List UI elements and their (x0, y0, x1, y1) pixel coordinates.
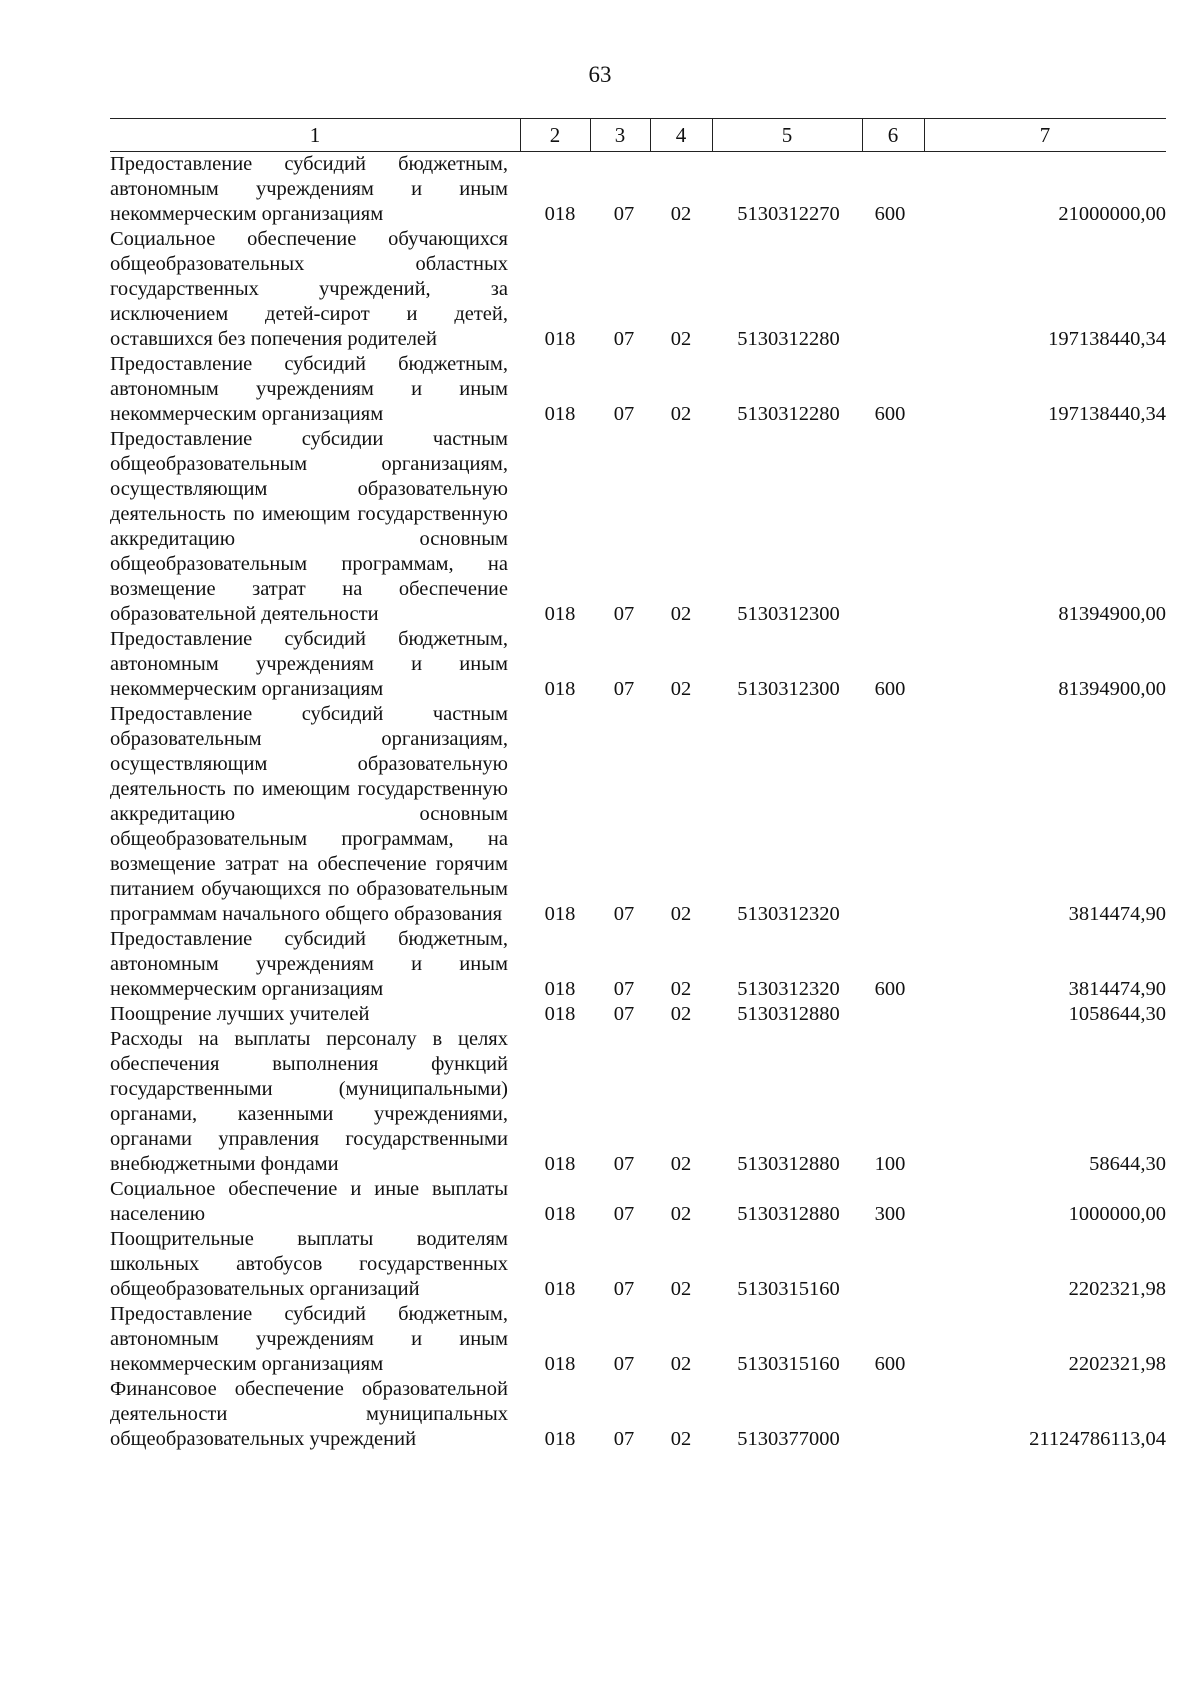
row-section-code: 07 (613, 1003, 635, 1025)
row-ministry-code: 018 (544, 603, 576, 625)
row-amount: 197138440,34 (1048, 403, 1166, 425)
table-row (110, 1227, 1166, 1302)
row-target-article: 5130312880 (737, 1003, 840, 1025)
row-amount: 58644,30 (1089, 1153, 1166, 1175)
row-amount: 197138440,34 (1048, 328, 1166, 350)
row-description: Финансовое обеспечение образовательной деятельности муниципальных общеобразовательных учреждений (110, 1378, 508, 1450)
row-target-article: 5130312880 (737, 1153, 840, 1175)
row-expense-type (860, 1002, 920, 1027)
row-target-article: 5130315160 (737, 1278, 840, 1300)
row-subsection-code: 02 (670, 903, 692, 925)
table-row (110, 1027, 1166, 1177)
row-subsection-code: 02 (670, 203, 692, 225)
row-description: Расходы на выплаты персоналу в целях обеспечения выполнения функций государственными (муниципальными) органами, казенными учреждениями, органами управления государственными внебюджетными фондами (110, 1028, 508, 1175)
table-row (110, 1002, 1166, 1027)
table-row (110, 702, 1166, 927)
row-description: Предоставление субсидий частным образовательным организациям, осуществляющим образовательную деятельность по имеющим государственную аккредитацию основным общеобразовательным программам, на возмещение затрат на обеспечение горячим питанием обучающихся по образовательным программам начального общего образования (110, 703, 508, 925)
row-ministry-code: 018 (544, 1278, 576, 1300)
row-amount: 3814474,90 (1068, 978, 1166, 1000)
row-section-code: 07 (613, 1203, 635, 1225)
row-ministry-code: 018 (544, 328, 576, 350)
row-subsection-code: 02 (670, 1153, 692, 1175)
row-section-code: 07 (613, 678, 635, 700)
header-col-6: 6 (887, 123, 899, 147)
row-amount: 1058644,30 (1068, 1003, 1166, 1025)
table-row (110, 1302, 1166, 1377)
header-col-5: 5 (781, 123, 793, 147)
budget-table (110, 118, 1166, 1452)
row-expense-type (860, 602, 920, 627)
row-expense-type (860, 327, 920, 352)
row-target-article: 5130312880 (737, 1203, 840, 1225)
row-amount: 81394900,00 (1058, 603, 1166, 625)
row-target-article: 5130312280 (737, 328, 840, 350)
row-target-article: 5130312280 (737, 403, 840, 425)
row-expense-type: 600 (874, 203, 906, 225)
row-description: Предоставление субсидий бюджетным, автономным учреждениям и иным некоммерческим организациям (110, 153, 508, 225)
row-target-article: 5130377000 (737, 1428, 840, 1450)
row-expense-type (860, 1427, 920, 1452)
row-amount: 81394900,00 (1058, 678, 1166, 700)
table-row (110, 1177, 1166, 1227)
table-row (110, 427, 1166, 627)
row-amount: 21124786113,04 (1029, 1428, 1166, 1450)
row-target-article: 5130312300 (737, 603, 840, 625)
row-section-code: 07 (613, 403, 635, 425)
row-subsection-code: 02 (670, 1203, 692, 1225)
row-section-code: 07 (613, 328, 635, 350)
row-expense-type: 600 (874, 1353, 906, 1375)
row-section-code: 07 (613, 1353, 635, 1375)
row-ministry-code: 018 (544, 1153, 576, 1175)
row-section-code: 07 (613, 1153, 635, 1175)
header-col-1: 1 (309, 123, 321, 147)
header-col-2: 2 (549, 123, 561, 147)
row-ministry-code: 018 (544, 678, 576, 700)
row-ministry-code: 018 (544, 1003, 576, 1025)
table-row (110, 352, 1166, 427)
row-target-article: 5130312320 (737, 903, 840, 925)
row-expense-type (860, 1277, 920, 1302)
row-ministry-code: 018 (544, 1203, 576, 1225)
row-subsection-code: 02 (670, 328, 692, 350)
row-target-article: 5130315160 (737, 1353, 840, 1375)
row-description: Предоставление субсидий бюджетным, автономным учреждениям и иным некоммерческим организациям (110, 628, 508, 700)
row-amount: 2202321,98 (1068, 1353, 1166, 1375)
table-row (110, 227, 1166, 352)
row-subsection-code: 02 (670, 1003, 692, 1025)
row-subsection-code: 02 (670, 1353, 692, 1375)
row-expense-type: 300 (874, 1203, 906, 1225)
row-amount: 1000000,00 (1068, 1203, 1166, 1225)
row-subsection-code: 02 (670, 1278, 692, 1300)
row-section-code: 07 (613, 1428, 635, 1450)
page-number: 63 (588, 62, 612, 87)
row-description: Предоставление субсидий бюджетным, автономным учреждениям и иным некоммерческим организациям (110, 928, 508, 1000)
row-description: Поощрительные выплаты водителям школьных автобусов государственных общеобразовательных организаций (110, 1228, 508, 1300)
row-description: Социальное обеспечение обучающихся общеобразовательных областных государственных учреждений, за исключением детей-сирот и детей, оставшихся без попечения родителей (110, 228, 508, 350)
row-subsection-code: 02 (670, 603, 692, 625)
row-subsection-code: 02 (670, 678, 692, 700)
row-amount: 3814474,90 (1068, 903, 1166, 925)
row-expense-type (860, 902, 920, 927)
row-section-code: 07 (613, 903, 635, 925)
row-section-code: 07 (613, 203, 635, 225)
row-description: Предоставление субсидии частным общеобразовательным организациям, осуществляющим образовательную деятельность по имеющим государственную аккредитацию основным общеобразовательным программам, на возмещение затрат на обеспечение образовательной деятельности (110, 428, 508, 625)
header-col-4: 4 (675, 123, 687, 147)
row-description: Поощрение лучших учителей (110, 1003, 370, 1025)
row-amount: 21000000,00 (1058, 203, 1166, 225)
row-target-article: 5130312270 (737, 203, 840, 225)
header-col-3: 3 (614, 123, 626, 147)
row-expense-type: 600 (874, 678, 906, 700)
row-subsection-code: 02 (670, 978, 692, 1000)
row-expense-type: 600 (874, 403, 906, 425)
table-header (110, 118, 1166, 152)
header-col-7: 7 (1039, 123, 1051, 147)
row-ministry-code: 018 (544, 903, 576, 925)
row-target-article: 5130312320 (737, 978, 840, 1000)
row-expense-type: 100 (874, 1153, 906, 1175)
row-section-code: 07 (613, 978, 635, 1000)
row-description: Социальное обеспечение и иные выплаты населению (110, 1178, 508, 1225)
row-ministry-code: 018 (544, 978, 576, 1000)
table-body (110, 152, 1166, 1452)
row-section-code: 07 (613, 1278, 635, 1300)
row-subsection-code: 02 (670, 1428, 692, 1450)
table-row (110, 627, 1166, 702)
row-section-code: 07 (613, 603, 635, 625)
table-row (110, 1377, 1166, 1452)
row-description: Предоставление субсидий бюджетным, автономным учреждениям и иным некоммерческим организациям (110, 1303, 508, 1375)
row-subsection-code: 02 (670, 403, 692, 425)
row-ministry-code: 018 (544, 203, 576, 225)
row-ministry-code: 018 (544, 403, 576, 425)
row-expense-type: 600 (874, 978, 906, 1000)
row-description: Предоставление субсидий бюджетным, автономным учреждениям и иным некоммерческим организациям (110, 353, 508, 425)
row-ministry-code: 018 (544, 1428, 576, 1450)
row-ministry-code: 018 (544, 1353, 576, 1375)
row-target-article: 5130312300 (737, 678, 840, 700)
table-row (110, 927, 1166, 1002)
row-amount: 2202321,98 (1068, 1278, 1166, 1300)
table-row (110, 152, 1166, 227)
